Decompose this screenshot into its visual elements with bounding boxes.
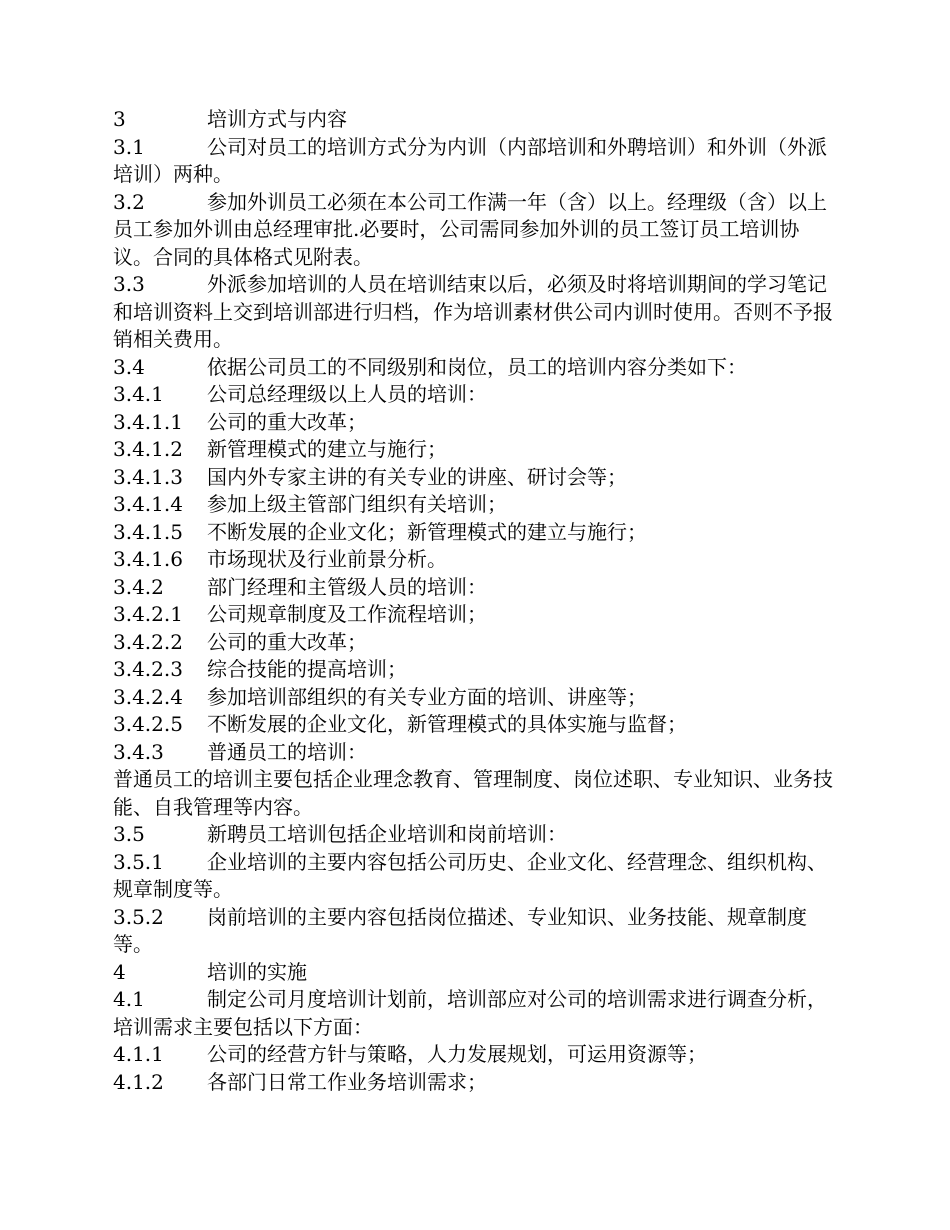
section-number: 3.5.2 xyxy=(113,904,164,929)
paragraph xyxy=(113,739,837,767)
section-number: 3.4.2 xyxy=(113,574,164,599)
document-body xyxy=(113,106,837,1096)
section-number: 3.2 xyxy=(113,189,145,214)
section-number: 4.1 xyxy=(113,987,145,1011)
paragraph xyxy=(113,766,837,821)
paragraph-text: 公司的重大改革； xyxy=(207,629,367,654)
section-number: 3.4.1.3 xyxy=(113,464,183,489)
section-number: 3.4.2.4 xyxy=(113,684,183,709)
section-number: 3.4.1 xyxy=(113,382,164,406)
section-number: 3.4.1.4 xyxy=(113,492,183,516)
paragraph-text: 普通员工的培训： xyxy=(207,739,367,764)
paragraph-text: 国内外专家主讲的有关专业的讲座、研讨会等； xyxy=(207,464,627,489)
paragraph xyxy=(113,519,837,547)
section-number: 3.4.2.2 xyxy=(113,629,183,654)
paragraph xyxy=(113,1069,837,1097)
paragraph-text: 参加培训部组织的有关专业方面的培训、讲座等； xyxy=(207,684,647,709)
paragraph xyxy=(113,189,837,272)
paragraph-text: 培训的实施 xyxy=(207,959,307,984)
paragraph xyxy=(113,574,837,602)
paragraph xyxy=(113,409,837,437)
paragraph-text: 制定公司月度培训计划前，培训部应对公司的培训需求进行调查分析，培训需求主要包括以下方面： xyxy=(113,987,827,1039)
paragraph xyxy=(113,546,837,574)
paragraph xyxy=(113,959,837,987)
paragraph-text: 不断发展的企业文化；新管理模式的建立与施行； xyxy=(207,519,647,544)
section-number: 3.4.1.2 xyxy=(113,437,183,461)
paragraph-text: 参加外训员工必须在本公司工作满一年（含）以上。经理级（含）以上员工参加外训由总经理审批.必要时，公司需同参加外训的员工签订员工培训协议。合同的具体格式见附表。 xyxy=(113,189,827,269)
paragraph xyxy=(113,134,837,189)
section-number: 4 xyxy=(113,959,126,984)
section-number: 3.3 xyxy=(113,272,145,296)
section-number: 4.1.1 xyxy=(113,1042,164,1066)
paragraph-text: 依据公司员工的不同级别和岗位，员工的培训内容分类如下： xyxy=(207,354,747,379)
section-number: 3.5 xyxy=(113,822,145,846)
section-number: 3.4.2.5 xyxy=(113,712,183,736)
paragraph-text: 公司的重大改革； xyxy=(207,409,367,434)
paragraph-text: 培训方式与内容 xyxy=(207,107,347,131)
paragraph-text: 不断发展的企业文化，新管理模式的具体实施与监督； xyxy=(207,712,687,736)
paragraph xyxy=(113,381,837,409)
section-number: 3.4.2.1 xyxy=(113,602,183,626)
paragraph xyxy=(113,106,837,134)
paragraph xyxy=(113,1041,837,1069)
paragraph-text: 公司总经理级以上人员的培训： xyxy=(207,382,487,406)
paragraph xyxy=(113,436,837,464)
paragraph-text: 岗前培训的主要内容包括岗位描述、专业知识、业务技能、规章制度等。 xyxy=(113,904,807,956)
paragraph xyxy=(113,904,837,959)
section-number: 4.1.2 xyxy=(113,1069,164,1094)
paragraph-text: 公司对员工的培训方式分为内训（内部培训和外聘培训）和外训（外派培训）两种。 xyxy=(113,134,827,186)
paragraph-text: 新聘员工培训包括企业培训和岗前培训： xyxy=(207,822,567,846)
paragraph-text: 公司规章制度及工作流程培训； xyxy=(207,602,487,626)
paragraph xyxy=(113,629,837,657)
section-number: 3.4.1.6 xyxy=(113,547,183,571)
paragraph xyxy=(113,849,837,904)
paragraph-text: 新管理模式的建立与施行； xyxy=(207,437,447,461)
paragraph xyxy=(113,684,837,712)
paragraph-text: 公司的经营方针与策略，人力发展规划，可运用资源等； xyxy=(207,1042,707,1066)
paragraph-text: 企业培训的主要内容包括公司历史、企业文化、经营理念、组织机构、规章制度等。 xyxy=(113,849,827,901)
paragraph xyxy=(113,354,837,382)
paragraph-text: 综合技能的提高培训； xyxy=(207,657,407,681)
paragraph xyxy=(113,821,837,849)
paragraph xyxy=(113,601,837,629)
section-number: 3.4.2.3 xyxy=(113,657,183,681)
paragraph xyxy=(113,656,837,684)
paragraph-text: 普通员工的培训主要包括企业理念教育、管理制度、岗位述职、专业知识、业务技能、自我管理等内容。 xyxy=(113,767,833,819)
paragraph xyxy=(113,464,837,492)
section-number: 3.1 xyxy=(113,134,145,159)
paragraph-text: 部门经理和主管级人员的培训： xyxy=(207,574,487,599)
paragraph-text: 市场现状及行业前景分析。 xyxy=(207,547,447,571)
paragraph-text: 各部门日常工作业务培训需求； xyxy=(207,1069,487,1094)
paragraph xyxy=(113,711,837,739)
section-number: 3.4.1.1 xyxy=(113,409,183,434)
paragraph xyxy=(113,986,837,1041)
section-number: 3.4 xyxy=(113,354,145,379)
section-number: 3.4.3 xyxy=(113,739,164,764)
paragraph-text: 参加上级主管部门组织有关培训； xyxy=(207,492,507,516)
paragraph xyxy=(113,491,837,519)
section-number: 3.5.1 xyxy=(113,849,164,874)
paragraph xyxy=(113,271,837,354)
section-number: 3.4.1.5 xyxy=(113,519,183,544)
paragraph-text: 外派参加培训的人员在培训结束以后，必须及时将培训期间的学习笔记和培训资料上交到培训部进行归档，作为培训素材供公司内训时使用。否则不予报销相关费用。 xyxy=(113,272,833,351)
section-number: 3 xyxy=(113,107,126,131)
